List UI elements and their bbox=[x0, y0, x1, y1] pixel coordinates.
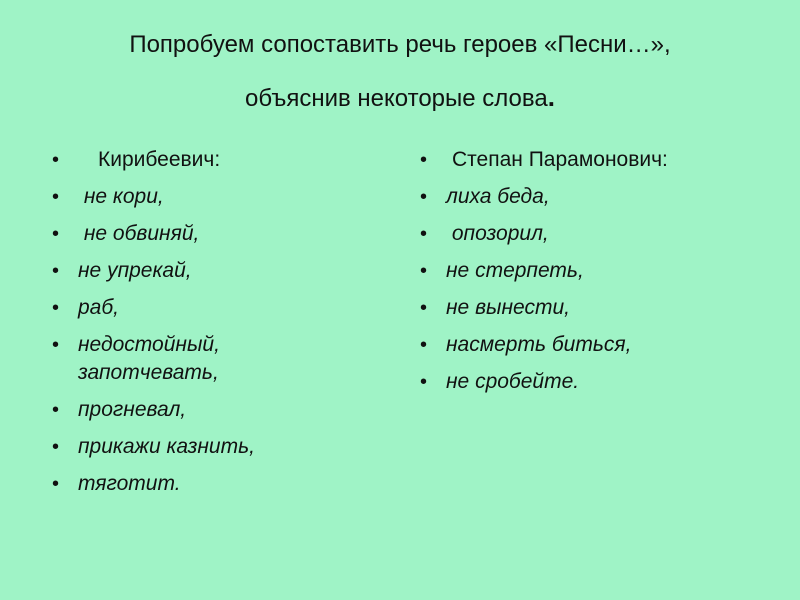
bullet-icon: • bbox=[52, 297, 60, 319]
bullet-icon: • bbox=[420, 149, 428, 171]
bullet-icon: • bbox=[52, 149, 60, 171]
list-item-text: не кори, bbox=[78, 185, 164, 208]
list-item-text: раб, bbox=[78, 296, 120, 319]
list-item bbox=[50, 396, 380, 424]
list-item bbox=[418, 257, 778, 285]
list-item bbox=[418, 368, 778, 396]
list-item bbox=[50, 470, 380, 498]
list-item-text: не обвиняй, bbox=[78, 222, 200, 245]
kiribeevich-header-label: Кирибеевич: bbox=[98, 148, 221, 171]
list-item-text: опозорил, bbox=[446, 222, 549, 245]
list-item-text: насмерть биться, bbox=[446, 333, 632, 356]
bullet-icon: • bbox=[52, 260, 60, 282]
bullet-icon: • bbox=[52, 223, 60, 245]
slide-title-line-2 bbox=[20, 82, 780, 114]
list-item-text: прикажи казнить, bbox=[78, 435, 255, 458]
list-item bbox=[50, 183, 380, 211]
list-item bbox=[50, 433, 380, 461]
stepan-paramonovich-header-label: Степан Парамонович: bbox=[452, 148, 668, 171]
bullet-icon: • bbox=[420, 334, 428, 356]
list-item-text: не стерпеть, bbox=[446, 259, 584, 282]
bullet-icon: • bbox=[420, 297, 428, 319]
list-item-text: прогневал, bbox=[78, 398, 187, 421]
list-item bbox=[50, 294, 380, 322]
list-item bbox=[50, 220, 380, 248]
slide-title-period: . bbox=[547, 82, 555, 112]
bullet-icon: • bbox=[52, 436, 60, 458]
bullet-icon: • bbox=[52, 399, 60, 421]
bullet-icon: • bbox=[52, 473, 60, 495]
bullet-icon: • bbox=[52, 186, 60, 208]
bullet-icon: • bbox=[420, 260, 428, 282]
list-item bbox=[418, 183, 778, 211]
kiribeevich-list bbox=[50, 146, 380, 507]
stepan-paramonovich-list bbox=[418, 146, 778, 405]
bullet-icon: • bbox=[420, 371, 428, 393]
list-item-text: не вынести, bbox=[446, 296, 570, 319]
list-item bbox=[418, 220, 778, 248]
bullet-icon: • bbox=[420, 223, 428, 245]
kiribeevich-header bbox=[50, 146, 380, 174]
list-item-text: лиха беда, bbox=[446, 185, 550, 208]
list-item bbox=[418, 331, 778, 359]
list-item bbox=[50, 331, 380, 387]
list-item-text: не сробейте. bbox=[446, 370, 580, 393]
list-item-text: тяготит. bbox=[78, 472, 181, 495]
list-item bbox=[50, 257, 380, 285]
list-item-text: недостойный, запотчевать, bbox=[78, 333, 220, 384]
stepan-paramonovich-header bbox=[418, 146, 778, 174]
bullet-icon: • bbox=[52, 334, 60, 356]
slide-title-line-1: Попробуем сопоставить речь героев «Песни…», bbox=[129, 31, 671, 58]
bullet-icon: • bbox=[420, 186, 428, 208]
list-item bbox=[418, 294, 778, 322]
slide-title-line-2-text: объяснив некоторые слова bbox=[245, 85, 548, 112]
list-item-text: не упрекай, bbox=[78, 259, 192, 282]
